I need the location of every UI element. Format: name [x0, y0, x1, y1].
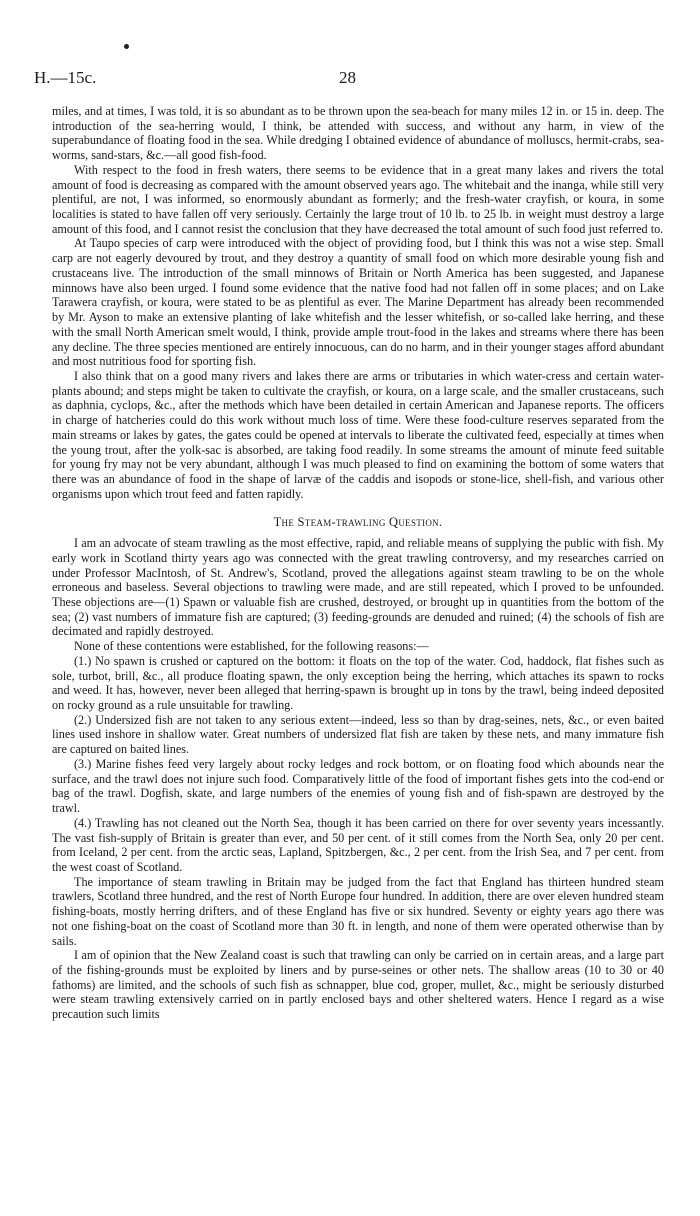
page-body — [52, 104, 664, 1022]
paragraph: At Taupo species of carp were introduced with the object of providing food, but I think this was not a wise step. Small carp are not eagerly devoured by trout, and they destroy a quantity of small food on which more desirable young fish and crustaceans live. The introduction of the small minnows of Britain or North America has been suggested, and Japanese minnows have also been urged. I found some evidence that the native food had not fallen off in some places; and on Lake Tarawera crayfish, or koura, were stated to be as plentiful as ever. The Marine Department has already been recommended by Mr. Ayson to make an extensive planting of lake whitefish and the lesser whitefish, or so-called lake herring, and these with the small North American smelt would, I think, provide ample trout-food in the lakes and streams where there has been any decline. The three species mentioned are entirely innocuous, can do no harm, and in their younger stages afford abundant and most nutritious food for sporting fish. — [52, 236, 664, 369]
numbered-paragraph: (4.) Trawling has not cleaned out the North Sea, though it has been carried on there for over seventy years incessantly. The vast fish-supply of Britain is greater than ever, and 50 per cent. of it still comes from the North Sea, only 20 per cent. from Iceland, 2 per cent. from the arctic seas, Lapland, Spitzbergen, &c., 2 per cent. from the Irish Sea, and 7 per cent. from the west coast of Scotland. — [52, 815, 664, 874]
page-header — [34, 68, 666, 90]
section-heading: The Steam-trawling Question. — [273, 515, 443, 530]
paragraph: miles, and at times, I was told, it is so abundant as to be thrown upon the sea-beach for many miles 12 in. or 15 in. deep. The introduction of the sea-herring would, I think, be attended with success, and without any harm, in view of the superabundance of floating food in the sea. While dredging I obtained evidence of abundance of molluscs, hermit-crabs, sea-worms, sand-stars, &c.—all good fish-food. — [52, 104, 664, 163]
numbered-paragraph: (3.) Marine fishes feed very largely about rocky ledges and rock bottom, or on floating food which abounds near the surface, and the trawl does not injure such food. Comparatively little of the food of important fishes gets into the cod-end or bag of the trawl. Dogfish, skate, and large numbers of the enemies of young fish and of fish-spawn are destroyed by the trawl. — [52, 756, 664, 816]
paragraph: I am an advocate of steam trawling as the most effective, rapid, and reliable means of supplying the public with fish. My early work in Scotland thirty years ago was connected with the great trawling controversy, and my researches carried on under Professor MacIntosh, of St. Andrew's, Scotland, proved the allegations against steam trawling to be on the whole erroneous and baseless. Several objections to trawling were made, and are still repeated, which I proved to be unfounded. These objections are—(1) Spawn or valuable fish are crushed, destroyed, or brought up in quantities from the bottom of the sea; (2) vast numbers of immature fish are captured; (3) feeding-grounds are denuded and ruined; (4) the schools of fish are decimated and rapidly destroyed. — [52, 536, 664, 639]
paragraph: With respect to the food in fresh waters, there seems to be evidence that in a great many lakes and rivers the total amount of food is decreasing as compared with the amount observed years ago. The whitebait and the inanga, while still very plentiful, are not, I was informed, so enormously abundant as formerly; and the fresh-water crayfish, or koura, in some localities is stated to have fallen off very seriously. Certainly the large trout of 10 lb. to 25 lb. in weight must destroy a large amount of this food, and I cannot resist the conclusion that they have decreased the total amount of such food just referred to. — [52, 162, 664, 236]
paragraph: None of these contentions were established, for the following reasons:— — [74, 639, 429, 654]
ink-dot-mark — [124, 44, 129, 49]
numbered-paragraph: (2.) Undersized fish are not taken to any serious extent—indeed, less so than by drag-seines, nets, &c., or even baited lines used inshore in shallow water. Great numbers of undersized flat fish are taken by these nets, and many immature fish are captured on baited lines. — [52, 712, 664, 757]
paragraph: The importance of steam trawling in Britain may be judged from the fact that England has thirteen hundred steam trawlers, Scotland three hundred, and the rest of North Europe four hundred. In addition, there are over eleven hundred steam fishing-boats, mostly herring drifters, and of these England has five or six hundred. Seventy or eighty years ago there was not one fishing-boat on the coast of Scotland more than 30 ft. in length, and none of them were operated otherwise than by sails. — [52, 874, 664, 948]
paragraph: I also think that on a good many rivers and lakes there are arms or tributaries in which water-cress and certain water-plants abound; and steps might be taken to cultivate the crayfish, or koura, on a large scale, and the smaller crustaceans, such as daphnia, cyclops, &c., after the methods which have been detailed in certain American and Japanese reports. The officers in charge of hatcheries could do this work without much loss of time. Were these food-culture reserves separated from the main streams or lakes by gates, the gates could be opened at intervals to liberate the cultivated feed, especially at times when the young trout, after the yolk-sac is absorbed, are taking food readily. In some streams the amount of minute feed suitable for young fry may not be very abundant, although I was much pleased to find on examining the bottom of some waters that there was an abundance of food in the shape of larvæ of the caddis and isopods or stone-lice, shell-fish, and various other organisms upon which trout feed and fatten rapidly. — [52, 368, 664, 501]
numbered-paragraph: (1.) No spawn is crushed or captured on the bottom: it floats on the top of the water. Cod, haddock, flat fishes such as sole, turbot, brill, &c., all produce floating spawn, the only exception being the herring, which attaches its spawn to rocks and weed. It has, however, never been alleged that herring-spawn is brought up in tons by the trawl, being indeed deposited on rocky ground as a rule unsuitable for trawling. — [52, 653, 664, 713]
page-number: 28 — [339, 68, 356, 87]
paragraph: I am of opinion that the New Zealand coast is such that trawling can only be carried on in certain areas, and a large part of the fishing-grounds must be exploited by liners and by purse-seines or other nets. The shallow areas (10 to 30 or 40 fathoms) are limited, and the schools of such fish as schnapper, blue cod, groper, mullet, &c., might be seriously disturbed were steam trawling extensively carried on in partly enclosed bays and other sheltered waters. Hence I regard as a wise precaution such limits — [52, 948, 664, 1022]
document-reference: H.—15c. — [34, 68, 97, 87]
